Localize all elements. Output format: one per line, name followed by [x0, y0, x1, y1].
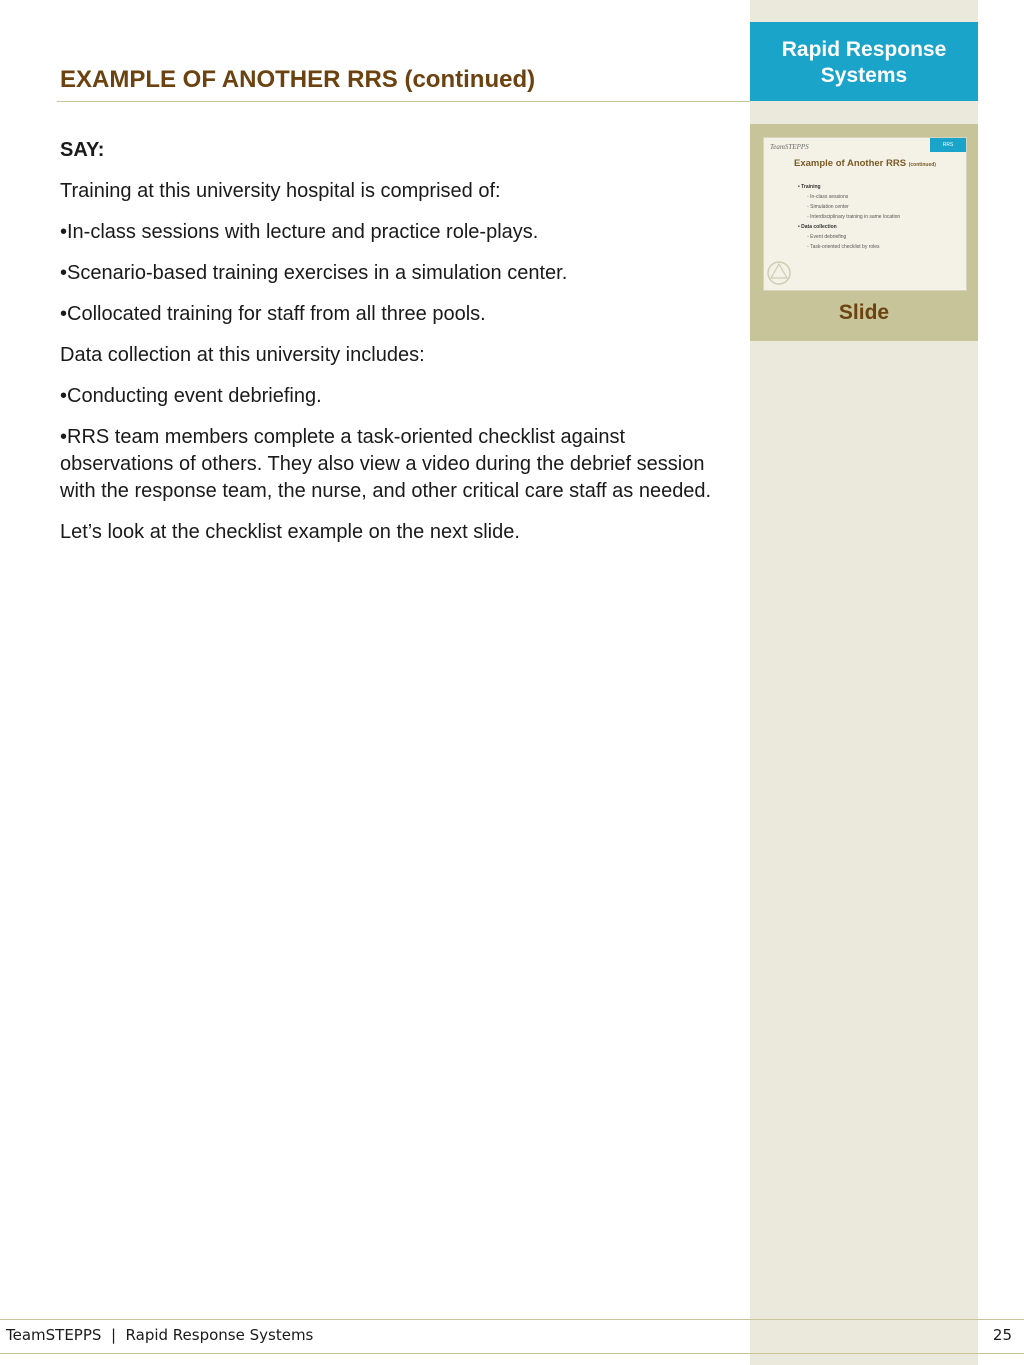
thumbnail-item: ◦ Task-oriented checklist by roles: [807, 244, 880, 250]
say-label: SAY:: [60, 139, 105, 161]
paragraph: •RRS team members complete a task-oriented checklist against observations of others. They also view a video during the debrief session with the response team, the nurse, and other critical care staff as needed.: [60, 426, 712, 502]
thumbnail-item: ◦ In-class sessions: [807, 194, 849, 200]
slide-label: Slide: [838, 301, 890, 324]
triangle-logo-icon: [764, 258, 794, 288]
thumbnail-item: ◦ Event debriefing: [807, 234, 847, 240]
footer-divider-bottom: [0, 1353, 1024, 1354]
slide-thumbnail: [763, 137, 967, 291]
footer-text: TeamSTEPPS | Rapid Response Systems: [6, 1326, 314, 1344]
slide-panel: [750, 124, 978, 341]
paragraph: Data collection at this university includes:: [60, 344, 425, 366]
page-number: 25: [992, 1326, 1012, 1344]
thumbnail-title-text: Example of Another RRS: [794, 158, 907, 169]
thumbnail-item: ◦ Simulation center: [807, 204, 849, 210]
thumbnail-list: [798, 182, 900, 252]
thumbnail-item: ◦ Interdisciplinary training in same location: [807, 214, 901, 220]
narration-content: [60, 137, 730, 560]
title-divider: [57, 101, 750, 102]
paragraph: •Conducting event debriefing.: [60, 385, 322, 407]
thumbnail-tag: RRS: [930, 138, 966, 152]
paragraph: Let’s look at the checklist example on the next slide.: [60, 521, 520, 543]
thumbnail-item: • Training: [798, 184, 821, 190]
footer-divider-top: [0, 1319, 1024, 1320]
thumbnail-title-suffix: (continued): [908, 162, 936, 168]
paragraph: •Collocated training for staff from all three pools.: [60, 303, 486, 325]
module-tab: Rapid Response Systems: [750, 22, 978, 101]
thumbnail-item: • Data collection: [798, 224, 837, 230]
page-title: EXAMPLE OF ANOTHER RRS (continued): [60, 66, 536, 93]
paragraph: Training at this university hospital is comprised of:: [60, 180, 501, 202]
thumbnail-title: [794, 158, 936, 169]
paragraph: •Scenario-based training exercises in a simulation center.: [60, 262, 568, 284]
paragraph: •In-class sessions with lecture and practice role-plays.: [60, 221, 539, 243]
thumbnail-brand: TeamSTEPPS: [770, 143, 809, 151]
